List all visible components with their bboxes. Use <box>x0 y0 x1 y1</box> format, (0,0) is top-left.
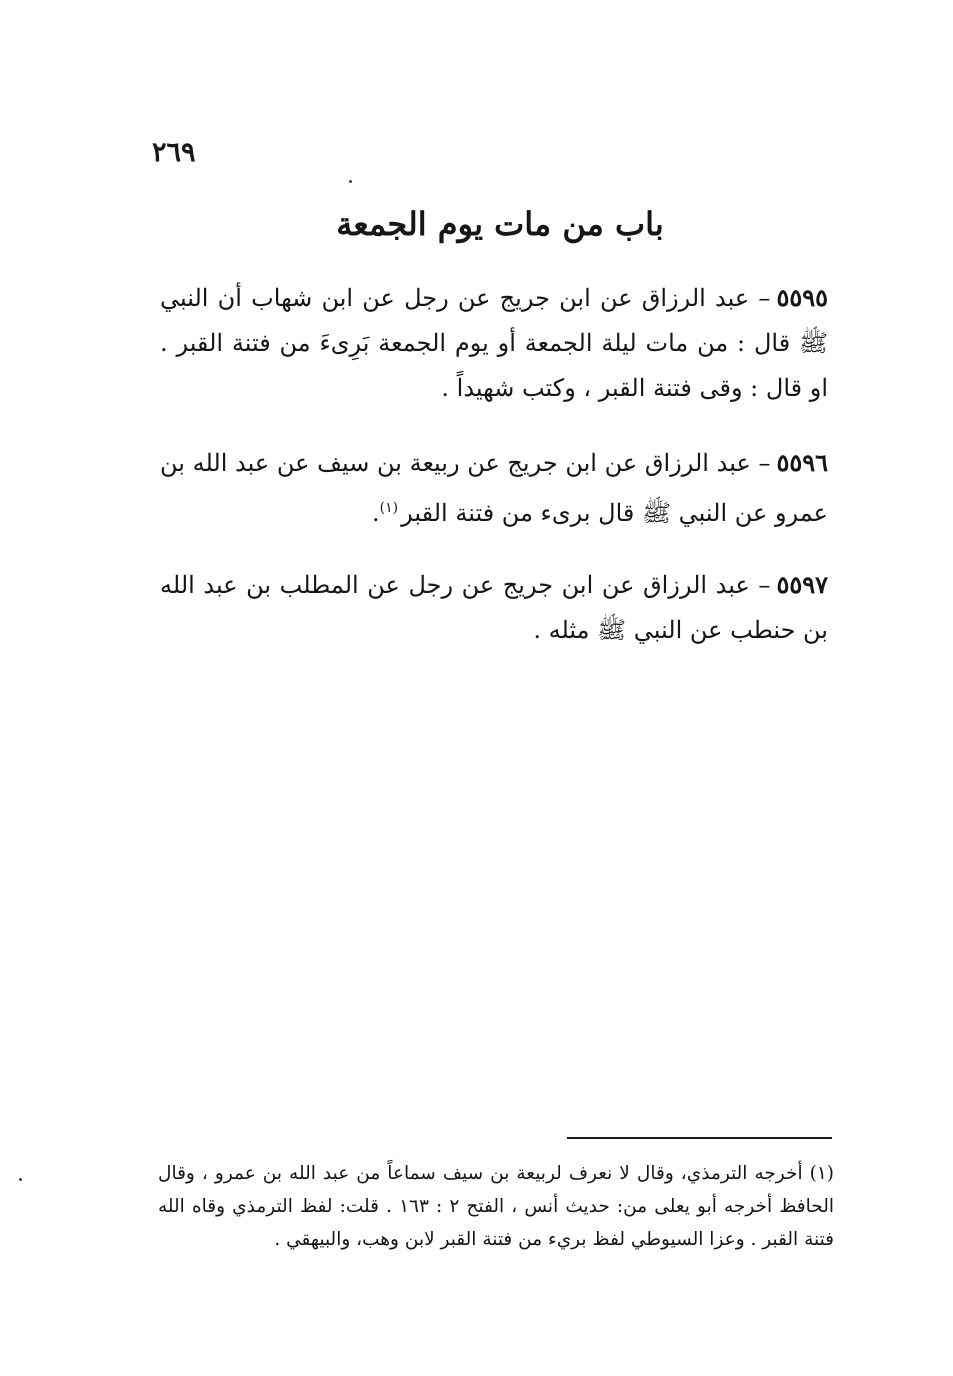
hadith-5596 <box>160 440 828 536</box>
hadith-number: ٥٥٩٧ <box>776 570 828 599</box>
hadith-text: – عبد الرزاق عن ابن جريج عن رجل عن المطلب بن عبد الله بن حنطب عن النبي ﷺ مثله . <box>160 571 828 644</box>
hadith-5597 <box>160 562 828 653</box>
footnote-divider <box>567 1137 832 1139</box>
hadith-number: ٥٥٩٦ <box>776 448 829 477</box>
hadith-text: – عبد الرزاق عن ابن جريج عن رجل عن ابن شهاب أن النبي ﷺ قال : من مات ليلة الجمعة أو يوم الجمعة بَرِىءَ من فتنة القبر . او قال : وقى فتنة القبر ، وكتب شهيداً . <box>160 284 828 402</box>
hadith-end-mark: . <box>372 499 380 527</box>
scan-speck <box>19 1178 22 1181</box>
scan-speck <box>349 180 352 183</box>
footnote-reference: (١) <box>379 500 399 516</box>
hadith-text: – عبد الرزاق عن ابن جريج عن ربيعة بن سيف عن عبد الله بن عمرو عن النبي ﷺ قال برىء من فتنة القبر <box>160 449 828 527</box>
footnote: (١) أخرجه الترمذي، وقال لا نعرف لربيعة بن سيف سماعاً من عبد الله بن عمرو ، وقال الحافظ أخرجه أبو يعلى من: حديث أنس ، الفتح ٢ : ١٦٣ . قلت: لفظ الترمذي وقاه الله فتنة القبر . وعزا السيوطي لفظ بريء من فتنة القبر لابن وهب، والبيهقي . <box>158 1163 834 1250</box>
hadith-number: ٥٥٩٥ <box>776 283 828 312</box>
hadith-5595 <box>160 275 828 411</box>
chapter-title: باب من مات يوم الجمعة <box>336 205 664 243</box>
page-number: ٢٦٩ <box>152 137 196 168</box>
